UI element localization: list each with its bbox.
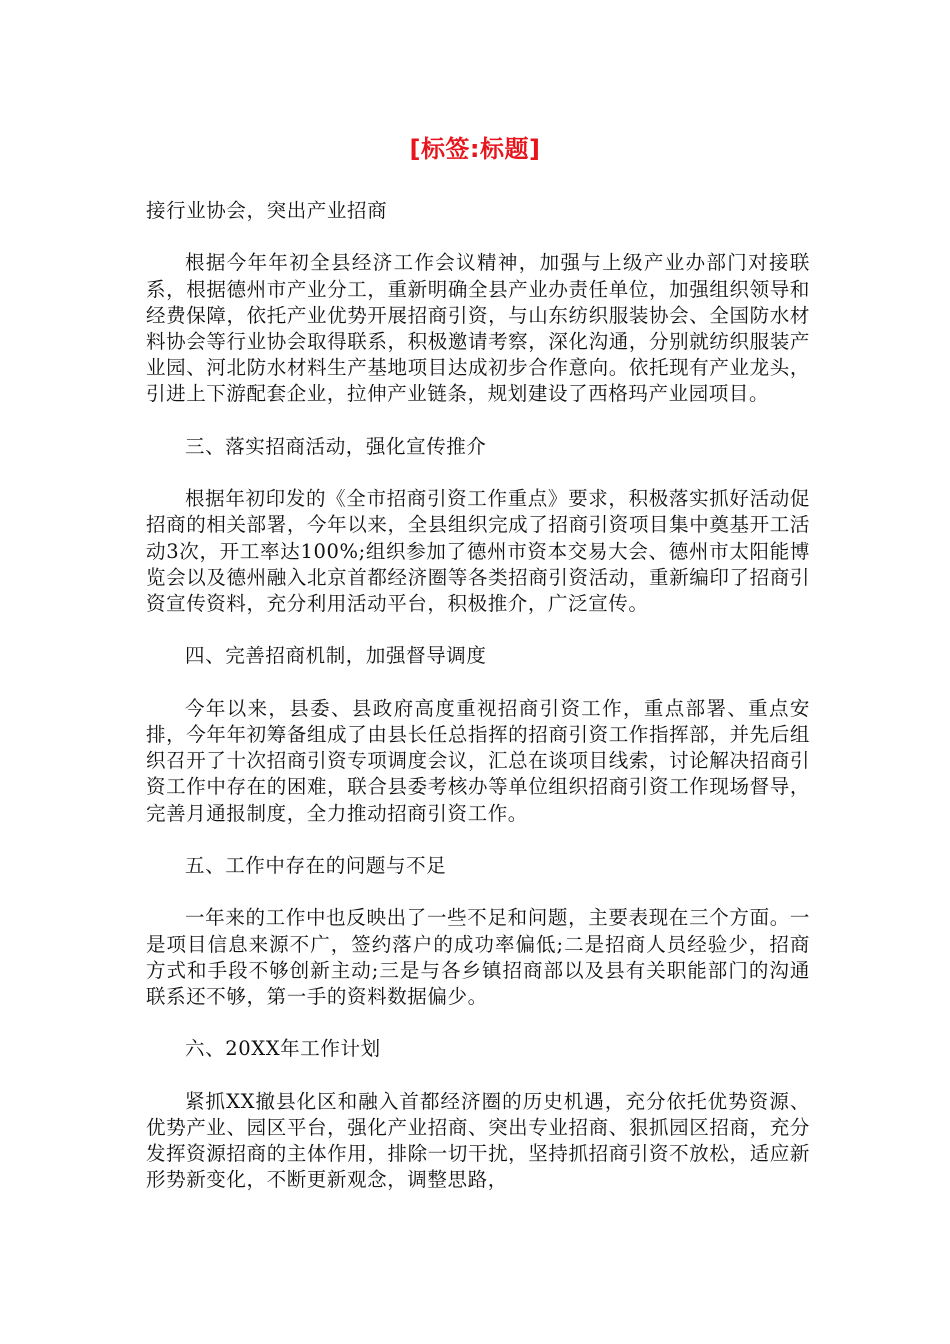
paragraph-gap bbox=[146, 224, 810, 250]
paragraph-gap bbox=[146, 617, 810, 643]
paragraph-problems: 一年来的工作中也反映出了一些不足和问题，主要表现在三个方面。一是项目信息来源不广，签约落户的成功率偏低;二是招商人员经验少，招商方式和手段不够创新主动;三是与各乡镇招商部以及县有关职能部门的沟通联系还不够，第一手的资料数据偏少。 bbox=[146, 906, 810, 1008]
paragraph-gap bbox=[146, 827, 810, 853]
paragraph-industry-investment: 根据今年年初全县经济工作会议精神，加强与上级产业办部门对接联系，根据德州市产业分工，重新明确全县产业办责任单位，加强组织领导和经费保障，依托产业优势开展招商引资，与山东纺织服装协会、全国防水材料协会等行业协会取得联系，积极邀请考察，深化沟通，分别就纺织服装产业园、河北防水材料生产基地项目达成初步合作意向。依托现有产业龙头，引进上下游配套企业，拉伸产业链条，规划建设了西格玛产业园项目。 bbox=[146, 251, 810, 406]
paragraph-gap bbox=[146, 460, 810, 486]
paragraph-intro-line: 接行业协会，突出产业招商 bbox=[146, 199, 388, 222]
paragraph-gap bbox=[146, 1063, 810, 1089]
section-heading-six: 六、20XX年工作计划 bbox=[185, 1037, 381, 1061]
document-title: [标签:标题] bbox=[409, 135, 541, 163]
document-body bbox=[146, 198, 810, 1194]
paragraph-gap bbox=[146, 879, 810, 905]
paragraph-mechanism: 今年以来，县委、县政府高度重视招商引资工作，重点部署、重点安排，今年年初筹备组成了由县长任总指挥的招商引资工作指挥部，并先后组织召开了十次招商引资专项调度会议，汇总在谈项目线索，讨论解决招商引资工作中存在的困难，联合县委考核办等单位组织招商引资工作现场督导，完善月通报制度，全力推动招商引资工作。 bbox=[146, 696, 810, 825]
paragraph-gap bbox=[146, 408, 810, 434]
paragraph-work-plan: 紧抓XX撤县化区和融入首都经济圈的历史机遇，充分依托优势资源、优势产业、园区平台，强化产业招商、突出专业招商、狠抓园区招商，充分发挥资源招商的主体作用，排除一切干扰，坚持抓招商引资不放松，适应新形势新变化，不断更新观念，调整思路， bbox=[146, 1089, 810, 1192]
section-heading-three: 三、落实招商活动，强化宣传推介 bbox=[185, 434, 487, 458]
section-heading-five: 五、工作中存在的问题与不足 bbox=[185, 853, 447, 877]
paragraph-activities: 根据年初印发的《全市招商引资工作重点》要求，积极落实抓好活动促招商的相关部署，今年以来，全县组织完成了招商引资项目集中奠基开工活动3次，开工率达100%;组织参加了德州市资本交易大会、德州市太阳能博览会以及德州融入北京首都经济圈等各类招商引资活动，重新编印了招商引资宣传资料，充分利用活动平台，积极推介，广泛宣传。 bbox=[146, 487, 810, 615]
paragraph-gap bbox=[146, 1010, 810, 1036]
section-heading-four: 四、完善招商机制，加强督导调度 bbox=[185, 644, 487, 668]
paragraph-gap bbox=[146, 670, 810, 696]
